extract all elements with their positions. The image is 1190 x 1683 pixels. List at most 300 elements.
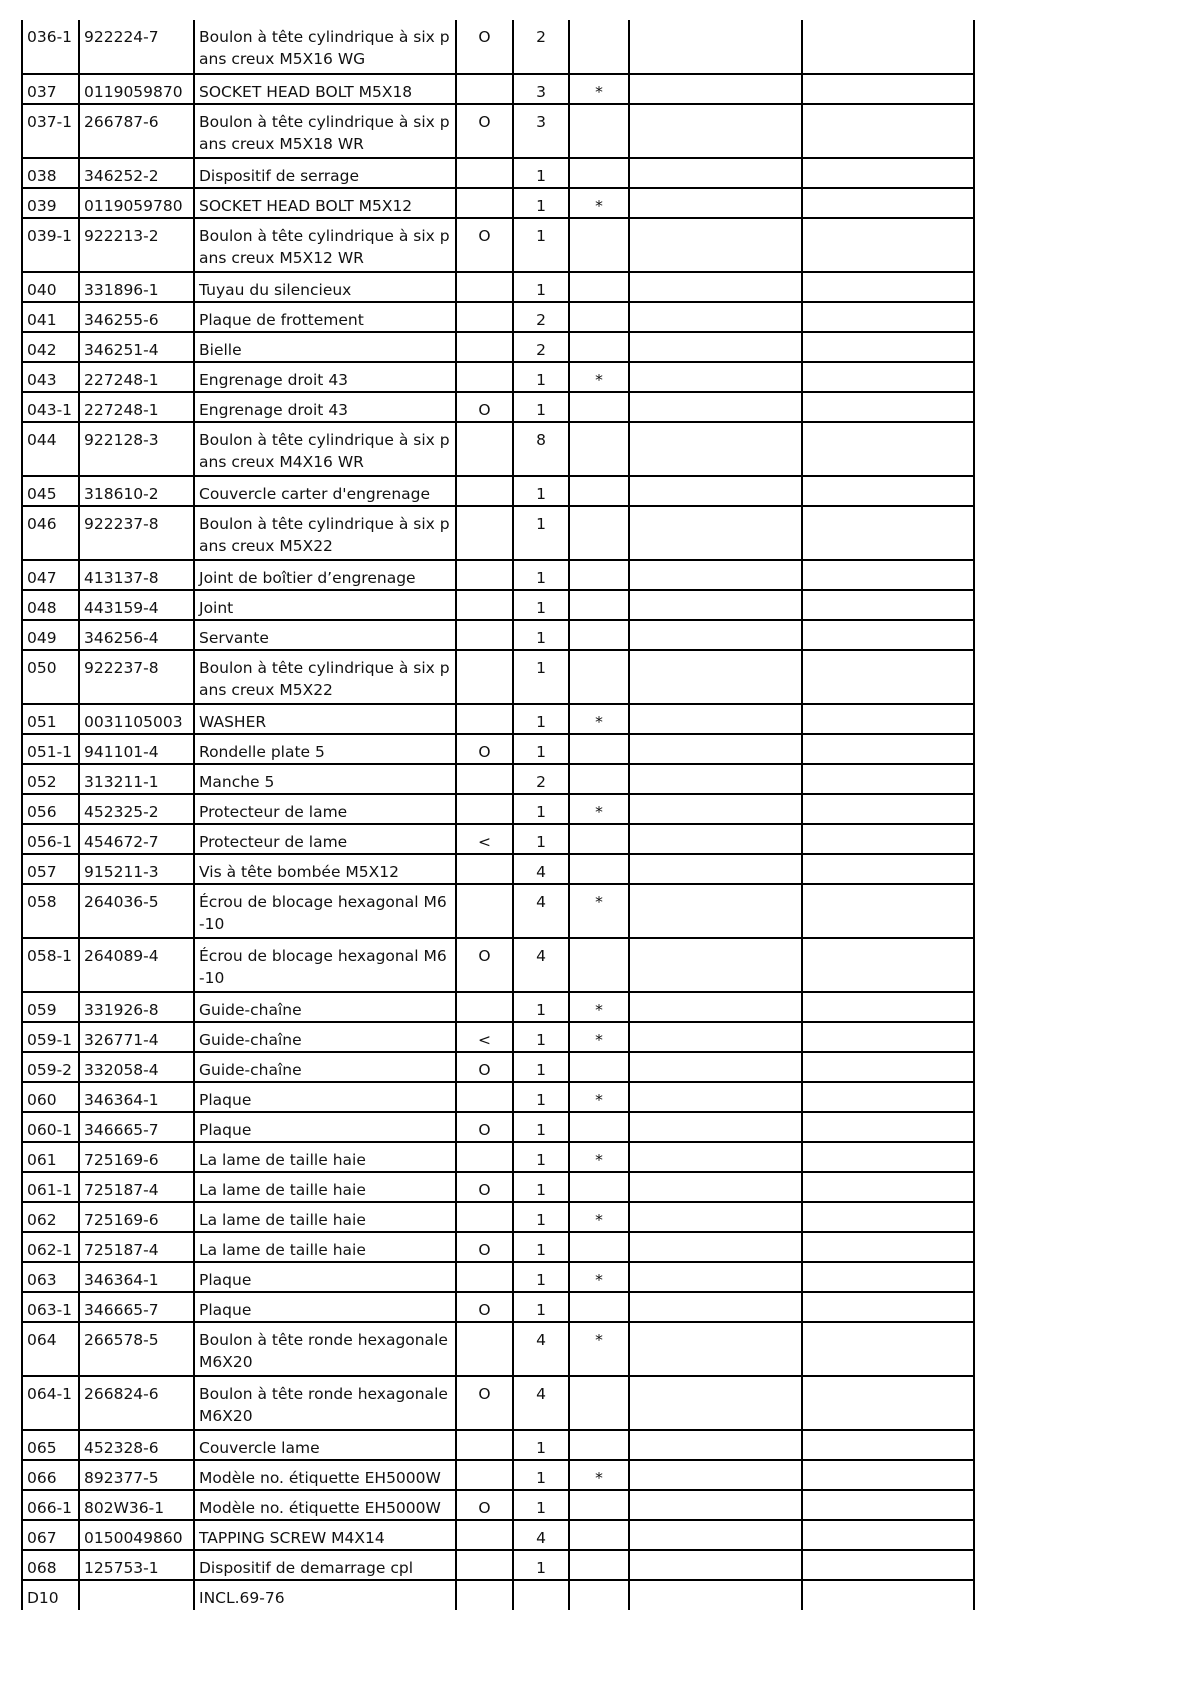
- description-cell: Plaque: [194, 1262, 456, 1292]
- item-number-cell: 051-1: [22, 734, 79, 764]
- table-row: [22, 1262, 974, 1292]
- empty-cell-1: [629, 704, 802, 734]
- quantity-cell: 1: [513, 560, 569, 590]
- asterisk-cell: [569, 506, 629, 560]
- marker-cell: [456, 992, 513, 1022]
- quantity-cell: 1: [513, 392, 569, 422]
- empty-cell-2: [802, 506, 974, 560]
- asterisk-cell: *: [569, 1202, 629, 1232]
- marker-cell: [456, 1580, 513, 1610]
- empty-cell-1: [629, 506, 802, 560]
- empty-cell-2: [802, 272, 974, 302]
- item-number-cell: 059: [22, 992, 79, 1022]
- table-row: [22, 1142, 974, 1172]
- empty-cell-2: [802, 158, 974, 188]
- marker-cell: [456, 560, 513, 590]
- part-number-cell: 264089-4: [79, 938, 194, 992]
- asterisk-cell: [569, 20, 629, 74]
- item-number-cell: 066-1: [22, 1490, 79, 1520]
- empty-cell-1: [629, 650, 802, 704]
- marker-cell: [456, 1202, 513, 1232]
- description-cell: Plaque: [194, 1112, 456, 1142]
- asterisk-cell: *: [569, 1322, 629, 1376]
- empty-cell-2: [802, 1142, 974, 1172]
- empty-cell-1: [629, 158, 802, 188]
- empty-cell-1: [629, 1520, 802, 1550]
- table-row: [22, 590, 974, 620]
- parts-table-body: [22, 20, 974, 1610]
- quantity-cell: 1: [513, 1202, 569, 1232]
- empty-cell-1: [629, 1490, 802, 1520]
- item-number-cell: 043-1: [22, 392, 79, 422]
- empty-cell-2: [802, 734, 974, 764]
- quantity-cell: 2: [513, 332, 569, 362]
- quantity-cell: 2: [513, 764, 569, 794]
- quantity-cell: 1: [513, 1430, 569, 1460]
- marker-cell: [456, 590, 513, 620]
- part-number-cell: 922128-3: [79, 422, 194, 476]
- empty-cell-2: [802, 794, 974, 824]
- item-number-cell: 052: [22, 764, 79, 794]
- description-cell: Plaque de frottement: [194, 302, 456, 332]
- description-cell: Boulon à tête cylindrique à six pans creux M4X16 WR: [194, 422, 456, 476]
- table-row: [22, 1292, 974, 1322]
- table-row: [22, 1580, 974, 1610]
- marker-cell: [456, 854, 513, 884]
- marker-cell: <: [456, 824, 513, 854]
- item-number-cell: 043: [22, 362, 79, 392]
- marker-cell: O: [456, 734, 513, 764]
- description-cell: TAPPING SCREW M4X14: [194, 1520, 456, 1550]
- description-cell: Joint de boîtier d’engrenage: [194, 560, 456, 590]
- empty-cell-2: [802, 104, 974, 158]
- item-number-cell: 060-1: [22, 1112, 79, 1142]
- quantity-cell: 1: [513, 218, 569, 272]
- quantity-cell: 1: [513, 476, 569, 506]
- description-cell: Boulon à tête cylindrique à six pans creux M5X22: [194, 506, 456, 560]
- marker-cell: [456, 158, 513, 188]
- marker-cell: <: [456, 1022, 513, 1052]
- marker-cell: [456, 620, 513, 650]
- marker-cell: [456, 1550, 513, 1580]
- empty-cell-1: [629, 938, 802, 992]
- asterisk-cell: [569, 560, 629, 590]
- item-number-cell: D10: [22, 1580, 79, 1610]
- table-row: [22, 938, 974, 992]
- empty-cell-2: [802, 1430, 974, 1460]
- empty-cell-1: [629, 1322, 802, 1376]
- item-number-cell: 041: [22, 302, 79, 332]
- description-cell: Plaque: [194, 1292, 456, 1322]
- quantity-cell: 1: [513, 1460, 569, 1490]
- asterisk-cell: [569, 1580, 629, 1610]
- quantity-cell: 4: [513, 854, 569, 884]
- item-number-cell: 045: [22, 476, 79, 506]
- quantity-cell: 3: [513, 104, 569, 158]
- table-row: [22, 704, 974, 734]
- description-cell: Rondelle plate 5: [194, 734, 456, 764]
- description-cell: Modèle no. étiquette EH5000W: [194, 1490, 456, 1520]
- quantity-cell: [513, 1580, 569, 1610]
- part-number-cell: 264036-5: [79, 884, 194, 938]
- table-row: [22, 332, 974, 362]
- marker-cell: [456, 1322, 513, 1376]
- asterisk-cell: [569, 302, 629, 332]
- asterisk-cell: *: [569, 1142, 629, 1172]
- asterisk-cell: [569, 854, 629, 884]
- part-number-cell: 0150049860: [79, 1520, 194, 1550]
- part-number-cell: 266787-6: [79, 104, 194, 158]
- item-number-cell: 046: [22, 506, 79, 560]
- part-number-cell: 346252-2: [79, 158, 194, 188]
- description-cell: Dispositif de serrage: [194, 158, 456, 188]
- part-number-cell: 318610-2: [79, 476, 194, 506]
- item-number-cell: 064-1: [22, 1376, 79, 1430]
- empty-cell-1: [629, 272, 802, 302]
- empty-cell-1: [629, 854, 802, 884]
- description-cell: Guide-chaîne: [194, 1022, 456, 1052]
- table-row: [22, 1082, 974, 1112]
- asterisk-cell: [569, 734, 629, 764]
- empty-cell-2: [802, 1202, 974, 1232]
- table-row: [22, 1520, 974, 1550]
- table-row: [22, 1202, 974, 1232]
- asterisk-cell: [569, 1550, 629, 1580]
- part-number-cell: 346665-7: [79, 1112, 194, 1142]
- table-row: [22, 1112, 974, 1142]
- table-row: [22, 1430, 974, 1460]
- quantity-cell: 1: [513, 1232, 569, 1262]
- part-number-cell: 266578-5: [79, 1322, 194, 1376]
- empty-cell-2: [802, 332, 974, 362]
- marker-cell: O: [456, 1052, 513, 1082]
- empty-cell-2: [802, 20, 974, 74]
- part-number-cell: 454672-7: [79, 824, 194, 854]
- table-row: [22, 74, 974, 104]
- description-cell: Joint: [194, 590, 456, 620]
- marker-cell: O: [456, 1490, 513, 1520]
- asterisk-cell: [569, 824, 629, 854]
- empty-cell-2: [802, 938, 974, 992]
- quantity-cell: 4: [513, 1520, 569, 1550]
- empty-cell-2: [802, 1322, 974, 1376]
- part-number-cell: 266824-6: [79, 1376, 194, 1430]
- empty-cell-1: [629, 1430, 802, 1460]
- empty-cell-1: [629, 218, 802, 272]
- empty-cell-1: [629, 74, 802, 104]
- marker-cell: [456, 362, 513, 392]
- part-number-cell: 346251-4: [79, 332, 194, 362]
- asterisk-cell: [569, 158, 629, 188]
- item-number-cell: 039-1: [22, 218, 79, 272]
- table-row: [22, 650, 974, 704]
- part-number-cell: 452325-2: [79, 794, 194, 824]
- asterisk-cell: [569, 1520, 629, 1550]
- description-cell: Guide-chaîne: [194, 992, 456, 1022]
- asterisk-cell: [569, 1430, 629, 1460]
- empty-cell-2: [802, 1550, 974, 1580]
- table-row: [22, 506, 974, 560]
- quantity-cell: 1: [513, 362, 569, 392]
- part-number-cell: 332058-4: [79, 1052, 194, 1082]
- description-cell: Protecteur de lame: [194, 794, 456, 824]
- empty-cell-1: [629, 1112, 802, 1142]
- empty-cell-2: [802, 1052, 974, 1082]
- table-row: [22, 104, 974, 158]
- quantity-cell: 1: [513, 158, 569, 188]
- empty-cell-1: [629, 764, 802, 794]
- quantity-cell: 1: [513, 506, 569, 560]
- asterisk-cell: [569, 620, 629, 650]
- description-cell: Couvercle lame: [194, 1430, 456, 1460]
- marker-cell: O: [456, 104, 513, 158]
- description-cell: SOCKET HEAD BOLT M5X18: [194, 74, 456, 104]
- part-number-cell: [79, 1580, 194, 1610]
- description-cell: SOCKET HEAD BOLT M5X12: [194, 188, 456, 218]
- table-row: [22, 1172, 974, 1202]
- description-cell: Boulon à tête ronde hexagonale M6X20: [194, 1322, 456, 1376]
- part-number-cell: 0119059870: [79, 74, 194, 104]
- empty-cell-2: [802, 1376, 974, 1430]
- empty-cell-1: [629, 104, 802, 158]
- item-number-cell: 058: [22, 884, 79, 938]
- marker-cell: [456, 188, 513, 218]
- empty-cell-2: [802, 74, 974, 104]
- marker-cell: [456, 302, 513, 332]
- asterisk-cell: *: [569, 1082, 629, 1112]
- item-number-cell: 061: [22, 1142, 79, 1172]
- quantity-cell: 1: [513, 1172, 569, 1202]
- marker-cell: [456, 794, 513, 824]
- description-cell: Bielle: [194, 332, 456, 362]
- asterisk-cell: [569, 332, 629, 362]
- empty-cell-2: [802, 218, 974, 272]
- description-cell: Boulon à tête ronde hexagonale M6X20: [194, 1376, 456, 1430]
- part-number-cell: 725169-6: [79, 1202, 194, 1232]
- part-number-cell: 346364-1: [79, 1262, 194, 1292]
- marker-cell: [456, 704, 513, 734]
- item-number-cell: 056-1: [22, 824, 79, 854]
- quantity-cell: 1: [513, 590, 569, 620]
- empty-cell-1: [629, 1022, 802, 1052]
- empty-cell-1: [629, 794, 802, 824]
- empty-cell-2: [802, 854, 974, 884]
- empty-cell-2: [802, 1580, 974, 1610]
- quantity-cell: 1: [513, 734, 569, 764]
- empty-cell-1: [629, 590, 802, 620]
- empty-cell-1: [629, 1376, 802, 1430]
- marker-cell: O: [456, 1172, 513, 1202]
- part-number-cell: 313211-1: [79, 764, 194, 794]
- asterisk-cell: *: [569, 794, 629, 824]
- table-row: [22, 20, 974, 74]
- item-number-cell: 058-1: [22, 938, 79, 992]
- empty-cell-1: [629, 1292, 802, 1322]
- quantity-cell: 1: [513, 620, 569, 650]
- item-number-cell: 042: [22, 332, 79, 362]
- empty-cell-1: [629, 392, 802, 422]
- part-number-cell: 725187-4: [79, 1172, 194, 1202]
- part-number-cell: 725169-6: [79, 1142, 194, 1172]
- description-cell: Engrenage droit 43: [194, 392, 456, 422]
- part-number-cell: 922237-8: [79, 506, 194, 560]
- empty-cell-2: [802, 1262, 974, 1292]
- quantity-cell: 2: [513, 20, 569, 74]
- empty-cell-1: [629, 332, 802, 362]
- description-cell: Protecteur de lame: [194, 824, 456, 854]
- marker-cell: [456, 1262, 513, 1292]
- description-cell: Plaque: [194, 1082, 456, 1112]
- empty-cell-2: [802, 650, 974, 704]
- asterisk-cell: *: [569, 1022, 629, 1052]
- empty-cell-2: [802, 560, 974, 590]
- empty-cell-2: [802, 302, 974, 332]
- asterisk-cell: [569, 422, 629, 476]
- item-number-cell: 063-1: [22, 1292, 79, 1322]
- asterisk-cell: [569, 650, 629, 704]
- asterisk-cell: [569, 1376, 629, 1430]
- part-number-cell: 331896-1: [79, 272, 194, 302]
- description-cell: La lame de taille haie: [194, 1202, 456, 1232]
- quantity-cell: 1: [513, 794, 569, 824]
- marker-cell: [456, 332, 513, 362]
- table-row: [22, 884, 974, 938]
- marker-cell: O: [456, 392, 513, 422]
- empty-cell-2: [802, 620, 974, 650]
- table-row: [22, 188, 974, 218]
- part-number-cell: 125753-1: [79, 1550, 194, 1580]
- description-cell: Tuyau du silencieux: [194, 272, 456, 302]
- asterisk-cell: [569, 938, 629, 992]
- part-number-cell: 346255-6: [79, 302, 194, 332]
- empty-cell-1: [629, 560, 802, 590]
- part-number-cell: 922213-2: [79, 218, 194, 272]
- part-number-cell: 443159-4: [79, 590, 194, 620]
- part-number-cell: 892377-5: [79, 1460, 194, 1490]
- asterisk-cell: [569, 218, 629, 272]
- marker-cell: [456, 476, 513, 506]
- quantity-cell: 1: [513, 1142, 569, 1172]
- asterisk-cell: *: [569, 74, 629, 104]
- asterisk-cell: *: [569, 1262, 629, 1292]
- asterisk-cell: *: [569, 1460, 629, 1490]
- item-number-cell: 037: [22, 74, 79, 104]
- description-cell: Boulon à tête cylindrique à six pans creux M5X22: [194, 650, 456, 704]
- item-number-cell: 068: [22, 1550, 79, 1580]
- quantity-cell: 1: [513, 1022, 569, 1052]
- asterisk-cell: *: [569, 362, 629, 392]
- empty-cell-2: [802, 590, 974, 620]
- description-cell: La lame de taille haie: [194, 1232, 456, 1262]
- asterisk-cell: [569, 1292, 629, 1322]
- table-row: [22, 794, 974, 824]
- empty-cell-1: [629, 1202, 802, 1232]
- quantity-cell: 1: [513, 1292, 569, 1322]
- quantity-cell: 8: [513, 422, 569, 476]
- empty-cell-2: [802, 764, 974, 794]
- item-number-cell: 039: [22, 188, 79, 218]
- marker-cell: O: [456, 1112, 513, 1142]
- description-cell: Boulon à tête cylindrique à six pans creux M5X18 WR: [194, 104, 456, 158]
- marker-cell: [456, 764, 513, 794]
- description-cell: Guide-chaîne: [194, 1052, 456, 1082]
- table-row: [22, 476, 974, 506]
- marker-cell: [456, 1142, 513, 1172]
- asterisk-cell: [569, 1052, 629, 1082]
- asterisk-cell: [569, 392, 629, 422]
- table-row: [22, 362, 974, 392]
- table-row: [22, 734, 974, 764]
- item-number-cell: 036-1: [22, 20, 79, 74]
- asterisk-cell: *: [569, 704, 629, 734]
- table-row: [22, 1232, 974, 1262]
- part-number-cell: 227248-1: [79, 362, 194, 392]
- table-row: [22, 392, 974, 422]
- asterisk-cell: [569, 1490, 629, 1520]
- empty-cell-1: [629, 1460, 802, 1490]
- table-row: [22, 1460, 974, 1490]
- item-number-cell: 067: [22, 1520, 79, 1550]
- item-number-cell: 059-2: [22, 1052, 79, 1082]
- quantity-cell: 1: [513, 1262, 569, 1292]
- marker-cell: [456, 422, 513, 476]
- part-number-cell: 0031105003: [79, 704, 194, 734]
- quantity-cell: 2: [513, 302, 569, 332]
- marker-cell: [456, 1460, 513, 1490]
- description-cell: Vis à tête bombée M5X12: [194, 854, 456, 884]
- description-cell: Servante: [194, 620, 456, 650]
- marker-cell: [456, 1082, 513, 1112]
- empty-cell-2: [802, 704, 974, 734]
- description-cell: Manche 5: [194, 764, 456, 794]
- item-number-cell: 060: [22, 1082, 79, 1112]
- item-number-cell: 040: [22, 272, 79, 302]
- empty-cell-2: [802, 1460, 974, 1490]
- quantity-cell: 1: [513, 1082, 569, 1112]
- table-row: [22, 1550, 974, 1580]
- part-number-cell: 346665-7: [79, 1292, 194, 1322]
- item-number-cell: 049: [22, 620, 79, 650]
- marker-cell: O: [456, 1376, 513, 1430]
- table-row: [22, 1052, 974, 1082]
- quantity-cell: 1: [513, 1490, 569, 1520]
- part-number-cell: 915211-3: [79, 854, 194, 884]
- table-row: [22, 1022, 974, 1052]
- empty-cell-1: [629, 992, 802, 1022]
- item-number-cell: 056: [22, 794, 79, 824]
- quantity-cell: 1: [513, 1550, 569, 1580]
- item-number-cell: 062: [22, 1202, 79, 1232]
- empty-cell-1: [629, 1172, 802, 1202]
- description-cell: Couvercle carter d'engrenage: [194, 476, 456, 506]
- description-cell: Écrou de blocage hexagonal M6-10: [194, 884, 456, 938]
- quantity-cell: 1: [513, 188, 569, 218]
- part-number-cell: 227248-1: [79, 392, 194, 422]
- table-row: [22, 992, 974, 1022]
- part-number-cell: 413137-8: [79, 560, 194, 590]
- table-row: [22, 1322, 974, 1376]
- asterisk-cell: *: [569, 188, 629, 218]
- asterisk-cell: [569, 1232, 629, 1262]
- item-number-cell: 066: [22, 1460, 79, 1490]
- marker-cell: [456, 506, 513, 560]
- item-number-cell: 044: [22, 422, 79, 476]
- marker-cell: [456, 650, 513, 704]
- marker-cell: O: [456, 1232, 513, 1262]
- asterisk-cell: *: [569, 992, 629, 1022]
- empty-cell-1: [629, 362, 802, 392]
- asterisk-cell: [569, 1112, 629, 1142]
